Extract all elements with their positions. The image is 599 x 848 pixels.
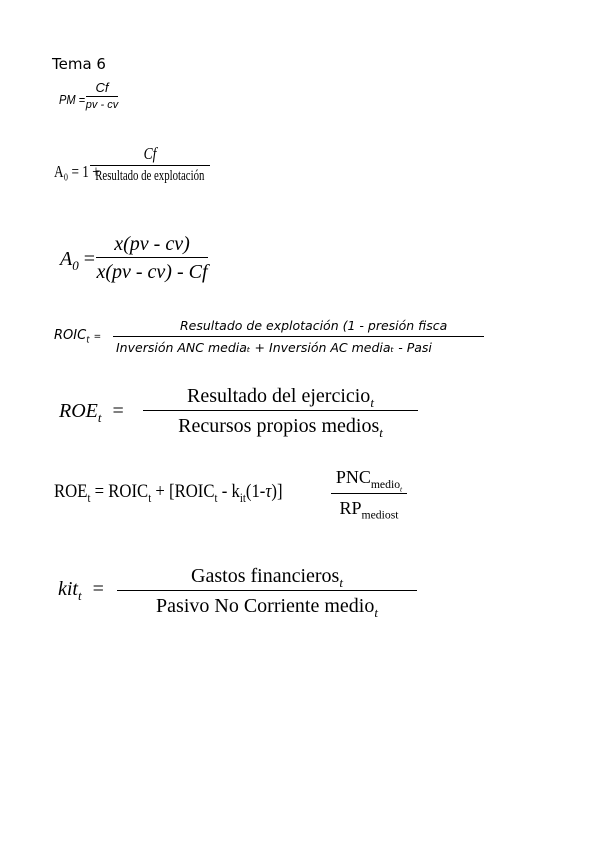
kit-lhs-sub: t — [78, 588, 82, 603]
roe-decomposition-denominator: $RP_{mediost}$ — [339, 497, 399, 522]
a0-lhs-sub: 0 — [72, 258, 79, 273]
roe-decomposition-numerator: $PNC_{medio_t}$ — [335, 467, 403, 493]
roic-numerator: Resultado de explotación (1 - presión fisca — [180, 318, 448, 333]
roe-formula-fraction — [143, 385, 418, 440]
a0-accounting-numerator: Cf — [143, 144, 157, 163]
kit-formula-fraction — [117, 565, 417, 620]
pm-formula-fraction — [86, 81, 118, 111]
roic-formula-lhs — [54, 328, 101, 343]
roe-numerator: Resultado del ejercicio$_t$ — [187, 385, 374, 410]
roe-formula-lhs — [59, 400, 124, 423]
roe-lhs-base: ROE — [59, 400, 98, 422]
pm-denominator: pv - cv — [85, 99, 119, 111]
kit-lhs-base: kit — [58, 578, 78, 600]
roic-lhs-base: ROIC — [54, 328, 87, 343]
roe-decomposition-formula-lhs: $ROE_t$ = $ROIC_t$ + $[ROIC_t - k_{it}(1-\tau)]$ — [54, 481, 283, 505]
fraction-bar — [113, 336, 484, 337]
roe-lhs-equals: = — [112, 400, 124, 422]
roic-denominator: Inversión ANC mediaₜ + Inversión AC mediaₜ - Pasi — [116, 340, 432, 355]
a0-lhs-base: A — [60, 248, 73, 270]
a0-accounting-formula-fraction — [90, 145, 210, 184]
roic-formula-fraction — [113, 318, 484, 360]
a0-accounting-denominator: Resultado de explotación — [95, 168, 205, 184]
page-heading: Tema 6 — [52, 55, 106, 73]
kit-formula-lhs — [58, 578, 104, 601]
roe-lhs-sub: t — [97, 410, 102, 425]
a0-lhs-equals: = — [83, 248, 95, 270]
a0-operating-numerator: x(pv - cv) — [114, 233, 190, 255]
pm-numerator: Cf — [95, 80, 109, 95]
a0-accounting-formula-lhs: A₀ = 1 + — [54, 162, 100, 181]
kit-denominator: Pasivo No Corriente medio$_t$ — [156, 595, 378, 620]
roe-decomposition-formula-fraction — [331, 467, 407, 522]
a0-operating-formula-lhs — [60, 248, 95, 271]
a0-operating-denominator: x(pv - cv) - Cf — [96, 261, 208, 283]
pm-formula-lhs: PM = — [59, 92, 86, 107]
kit-numerator: Gastos financieros$_t$ — [191, 565, 343, 590]
roe-denominator: Recursos propios medios$_t$ — [178, 415, 383, 440]
kit-lhs-equals: = — [92, 578, 104, 600]
roic-lhs-equals: = — [93, 332, 102, 342]
roic-lhs-sub: t — [86, 334, 90, 345]
a0-operating-formula-fraction — [96, 234, 208, 282]
